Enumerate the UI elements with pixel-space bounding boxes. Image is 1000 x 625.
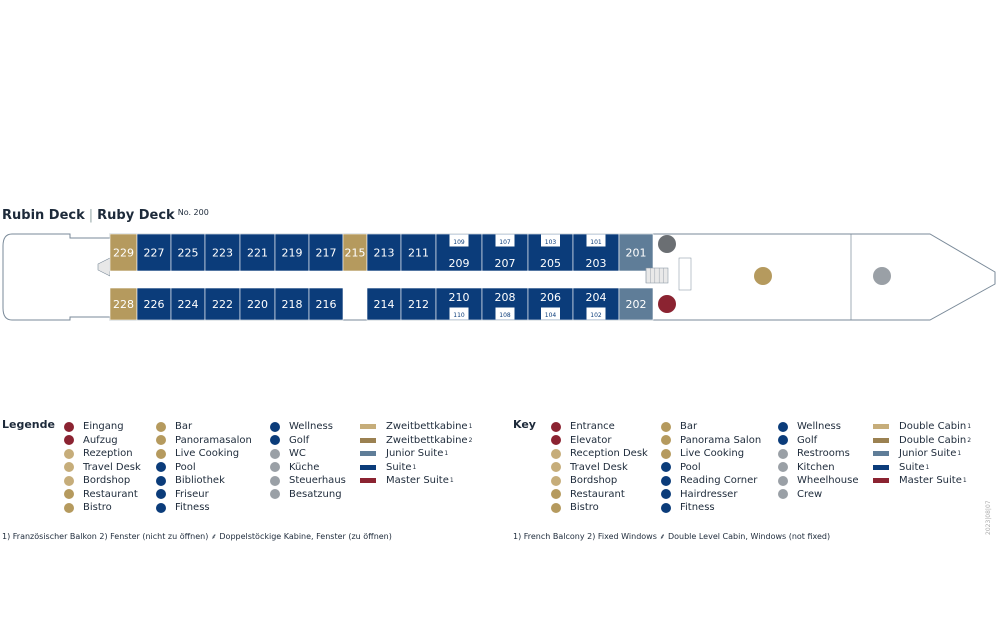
- upper-cabin-label-103: 103: [544, 239, 557, 246]
- cabin-label-203: 203: [585, 257, 607, 270]
- legend-en-cabin-label: Suite: [899, 461, 925, 473]
- legend-de-facility-item: [270, 474, 346, 488]
- legend-en-facility-item: [661, 447, 761, 461]
- legend-en-cabin-footnote-mark: 1: [925, 463, 930, 471]
- legend-en-cabin-item: [873, 420, 971, 434]
- legend-en-cabin-label: Double Cabin: [899, 434, 967, 446]
- legend-de-facility-icon: [156, 422, 166, 432]
- legend-de-facility-icon: [156, 435, 166, 445]
- legend-en-facility-label: Bordshop: [570, 475, 618, 487]
- legend-de-facility-label: Rezeption: [83, 448, 133, 460]
- legend-en-facility-icon: [551, 462, 561, 472]
- legend-de-cabins: [360, 420, 472, 488]
- legend-en-cabin-swatch: [873, 478, 889, 483]
- legend-en-facility-item: [661, 461, 761, 475]
- legend-en-cabin-item: [873, 474, 971, 488]
- legend-de-facility-item: [64, 461, 141, 475]
- legend-en-cabin-footnote-mark: 1: [967, 423, 972, 431]
- legend-de-facility-label: Steuerhaus: [289, 475, 346, 487]
- footnotes-en: 1) French Balcony 2) Fixed Windows ⸙ Double Level Cabin, Windows (not fixed): [513, 532, 831, 541]
- legend-de-facility-item: [156, 474, 252, 488]
- legend-en-cabin-label: Double Cabin: [899, 421, 967, 433]
- legend-de-cabin-label: Suite: [386, 461, 412, 473]
- legend-en-cabin-item: [873, 434, 971, 448]
- footnotes-de: 1) Französischer Balkon 2) Fenster (nicht zu öffnen) ⸙ Doppelstöckige Kabine, Fenster (zu öffnen): [2, 532, 392, 541]
- legend-de-facility-label: Friseur: [175, 488, 209, 500]
- legend-en-facility-icon: [551, 422, 561, 432]
- legend-en-facility-icon: [661, 422, 671, 432]
- upper-cabin-label-107: 107: [499, 239, 511, 246]
- legend-de-facility-label: Aufzug: [83, 434, 118, 446]
- legend-de-facility-label: Restaurant: [83, 488, 138, 500]
- cabin-label-204: 204: [585, 291, 607, 304]
- legend-de-facility-label: Fitness: [175, 502, 210, 514]
- legend-en-facility-label: Elevator: [570, 434, 612, 446]
- staircase: [646, 268, 668, 283]
- legend-de-cabin-item: [360, 420, 472, 434]
- legend-en-facility-item: [661, 434, 761, 448]
- cabin-label-213: 213: [373, 246, 395, 260]
- legend-en-facility-icon: [778, 489, 788, 499]
- legend-de-facility-icon: [270, 422, 280, 432]
- legend-de-facility-label: Bistro: [83, 502, 112, 514]
- cabin-label-229: 229: [113, 246, 134, 260]
- legend-en-facility-label: Reading Corner: [680, 475, 758, 487]
- legend-de-cabin-swatch: [360, 465, 376, 470]
- cabin-label-214: 214: [373, 298, 395, 311]
- cabin-label-212: 212: [408, 298, 429, 311]
- legend-en-facility-label: Restaurant: [570, 488, 625, 500]
- corridor: [110, 271, 653, 288]
- cabin-label-216: 216: [315, 298, 337, 311]
- legend-de-facility-icon: [64, 449, 74, 459]
- legend-de-facility-label: Küche: [289, 461, 320, 473]
- legend-en-facility-label: Hairdresser: [680, 488, 738, 500]
- legend-de-facility-item: [270, 420, 346, 434]
- legend-de-facility-label: Travel Desk: [83, 461, 141, 473]
- deck-plan: [0, 228, 1000, 328]
- legend-en-facility-label: Crew: [797, 488, 823, 500]
- legend-en-facility-icon: [778, 435, 788, 445]
- cabin-label-217: 217: [315, 246, 337, 260]
- cabin-label-210: 210: [448, 291, 470, 304]
- legend-heading-en: Key: [513, 418, 536, 431]
- legend-de-facility-label: Panoramasalon: [175, 434, 252, 446]
- upper-cabin-label-104: 104: [544, 312, 557, 319]
- cabin-label-227: 227: [143, 246, 165, 260]
- legend-de-cabin-footnote-mark: 2: [468, 436, 473, 444]
- legend-de-facility-label: Golf: [289, 434, 310, 446]
- cabin-label-206: 206: [540, 291, 561, 304]
- legend-en-facility-icon: [778, 462, 788, 472]
- legend-en-cabins: [873, 420, 971, 488]
- cabin-label-225: 225: [177, 246, 199, 260]
- legend-de-facility-item: [156, 420, 252, 434]
- legend-en-cabin-label: Junior Suite: [899, 448, 957, 460]
- legend-en-cabin-swatch: [873, 451, 889, 456]
- legend-en-cabin-label: Master Suite: [899, 475, 962, 487]
- cabin-label-202: 202: [625, 298, 647, 311]
- elevator-icon: [658, 295, 676, 313]
- cabin-label-220: 220: [247, 298, 268, 311]
- side-stairs: [679, 258, 691, 290]
- upper-cabin-label-102: 102: [590, 312, 602, 319]
- cabin-label-218: 218: [281, 298, 303, 311]
- legend-de-facility-label: Wellness: [289, 421, 333, 433]
- legend-en-facility-item: [551, 488, 648, 502]
- legend-en-facility-item: [551, 461, 648, 475]
- restroom-icon: [658, 235, 676, 253]
- legend-en-facility-label: Live Cooking: [680, 448, 745, 460]
- legend-de-facility-icon: [64, 476, 74, 486]
- deck-number: No. 200: [177, 208, 209, 217]
- legend-de-cabin-item: [360, 461, 472, 475]
- legend-en-facility-label: Wheelhouse: [797, 475, 859, 487]
- legend-en-facilities-2: [661, 420, 761, 515]
- legend-en-facility-label: Golf: [797, 434, 818, 446]
- legend-en-facility-icon: [661, 462, 671, 472]
- legend-en-cabin-item: [873, 447, 971, 461]
- legend-en-facility-label: Restrooms: [797, 448, 850, 460]
- legend-de-facility-icon: [156, 462, 166, 472]
- legend-en-facility-item: [778, 420, 858, 434]
- cabin-label-224: 224: [177, 298, 199, 311]
- legend-en-facility-item: [551, 474, 648, 488]
- legend-de-cabin-swatch: [360, 478, 376, 483]
- cabin-label-228: 228: [113, 298, 134, 311]
- legend-en-facility-icon: [661, 435, 671, 445]
- legend-de-cabin-item: [360, 447, 472, 461]
- legend-en-cabin-swatch: [873, 424, 889, 429]
- cabin-label-226: 226: [143, 298, 165, 311]
- legend-en-facility-icon: [778, 476, 788, 486]
- legend-en-cabin-footnote-mark: 1: [962, 477, 967, 485]
- legend-en-facility-label: Pool: [680, 461, 701, 473]
- cabin-label-209: 209: [448, 257, 470, 270]
- legend-en-cabin-footnote-mark: 1: [957, 450, 962, 458]
- legend-en-facility-icon: [551, 435, 561, 445]
- legend-en-facility-item: [778, 461, 858, 475]
- legend-de-facility-icon: [156, 449, 166, 459]
- legend-en-facility-icon: [778, 449, 788, 459]
- legend-de-cabin-label: Junior Suite: [386, 448, 444, 460]
- legend-en-facility-item: [661, 420, 761, 434]
- legend-de-facility-icon: [270, 449, 280, 459]
- legend-en-facility-label: Wellness: [797, 421, 841, 433]
- legend-de-facility-icon: [156, 489, 166, 499]
- legend-de-facility-icon: [64, 422, 74, 432]
- legend-en-facility-item: [551, 420, 648, 434]
- cabin-label-201: 201: [625, 246, 647, 260]
- legend-en-facility-icon: [661, 476, 671, 486]
- legend-de-facility-item: [270, 488, 346, 502]
- legend-de-cabin-swatch: [360, 451, 376, 456]
- legend-en-cabin-footnote-mark: 2: [967, 436, 972, 444]
- deck-name-de: Rubin Deck: [2, 208, 85, 223]
- legend-de-facility-label: Pool: [175, 461, 196, 473]
- legend-de-cabin-swatch: [360, 438, 376, 443]
- legend-de-facility-icon: [270, 435, 280, 445]
- legend-de-facility-item: [64, 447, 141, 461]
- restaurant-icon: [754, 267, 772, 285]
- legend-en-facility-item: [551, 434, 648, 448]
- legend-en-facility-icon: [661, 449, 671, 459]
- legend-de-facility-item: [64, 420, 141, 434]
- legend-de-facility-item: [156, 434, 252, 448]
- legend-en-facility-label: Entrance: [570, 421, 615, 433]
- legend-de-facility-item: [64, 474, 141, 488]
- cabin-label-223: 223: [212, 246, 233, 260]
- cabin-label-205: 205: [540, 257, 561, 270]
- cabin-label-207: 207: [494, 257, 516, 270]
- print-date: 2023|08|07: [985, 500, 992, 535]
- legend-de-facility-item: [156, 488, 252, 502]
- legend-de-facility-item: [64, 488, 141, 502]
- deck-name-en: Ruby Deck: [97, 208, 175, 223]
- legend-de-facility-label: Eingang: [83, 421, 124, 433]
- cabin-label-219: 219: [281, 246, 303, 260]
- legend-de-facility-icon: [64, 462, 74, 472]
- legend-de-facility-label: Besatzung: [289, 488, 342, 500]
- legend-de-cabin-label: Master Suite: [386, 475, 449, 487]
- legend-de-facility-icon: [64, 489, 74, 499]
- legend-en-facility-icon: [778, 422, 788, 432]
- wheelhouse-icon: [873, 267, 891, 285]
- legend-de-cabin-footnote-mark: 1: [449, 477, 454, 485]
- legend-en-facility-label: Fitness: [680, 502, 715, 514]
- legend-de-cabin-footnote-mark: 1: [444, 450, 449, 458]
- legend-de-facility-item: [156, 461, 252, 475]
- legend-en-facility-item: [551, 501, 648, 515]
- legend-en-facility-icon: [551, 503, 561, 513]
- legend-en-facility-icon: [551, 489, 561, 499]
- legend-en-facility-icon: [551, 449, 561, 459]
- legend-de-facility-icon: [270, 476, 280, 486]
- legend-de-cabin-footnote-mark: 1: [468, 423, 473, 431]
- legend-de-cabin-item: [360, 434, 472, 448]
- legend-de-facility-label: Live Cooking: [175, 448, 240, 460]
- deck-title-separator: |: [88, 208, 94, 223]
- legend-en-facility-label: Bistro: [570, 502, 599, 514]
- legend-en-facility-icon: [661, 503, 671, 513]
- legend-de-facility-item: [64, 501, 141, 515]
- legend-de-cabin-item: [360, 474, 472, 488]
- legend-de-cabin-label: Zweitbettkabine: [386, 421, 468, 433]
- legend-en-facility-label: Travel Desk: [570, 461, 628, 473]
- legend-de-facility-icon: [64, 503, 74, 513]
- legend-de-facility-label: Bar: [175, 421, 193, 433]
- legend-de-facilities-3: [270, 420, 346, 501]
- legend-de-facility-item: [270, 447, 346, 461]
- legend-de-facility-item: [270, 434, 346, 448]
- legend-de-facility-icon: [156, 503, 166, 513]
- legend-en-facility-label: Reception Desk: [570, 448, 648, 460]
- legend-en-facility-item: [661, 474, 761, 488]
- legend-en-cabin-swatch: [873, 438, 889, 443]
- cabin-label-215: 215: [344, 246, 366, 260]
- legend-de-facility-icon: [64, 435, 74, 445]
- legend-de-facility-label: Bibliothek: [175, 475, 225, 487]
- legend-en-facility-label: Panorama Salon: [680, 434, 762, 446]
- legend-de-facilities-1: [64, 420, 141, 515]
- cabin-label-222: 222: [212, 298, 233, 311]
- upper-cabin-label-110: 110: [453, 312, 465, 319]
- legend-de-cabin-swatch: [360, 424, 376, 429]
- legend-de-facility-label: WC: [289, 448, 306, 460]
- legend-en-facility-item: [551, 447, 648, 461]
- legend-en-facility-item: [661, 501, 761, 515]
- legend-en-cabin-swatch: [873, 465, 889, 470]
- legend-de-facility-item: [270, 461, 346, 475]
- cabin-label-211: 211: [408, 246, 429, 260]
- legend-heading-de: Legende: [2, 418, 55, 431]
- legend-de-facility-icon: [156, 476, 166, 486]
- upper-cabin-label-101: 101: [590, 239, 602, 246]
- legend-en-facility-item: [661, 488, 761, 502]
- deck-title: [2, 208, 209, 223]
- legend-en-facility-item: [778, 447, 858, 461]
- legend-de-facility-item: [64, 434, 141, 448]
- legend-de-facility-icon: [270, 462, 280, 472]
- legend-en-facility-icon: [551, 476, 561, 486]
- legend-en-facility-label: Kitchen: [797, 461, 835, 473]
- legend-de-cabin-footnote-mark: 1: [412, 463, 417, 471]
- legend-en-facility-item: [778, 434, 858, 448]
- legend-de-cabin-label: Zweitbettkabine: [386, 434, 468, 446]
- legend-en-facility-item: [778, 474, 858, 488]
- cabin-label-208: 208: [494, 291, 516, 304]
- upper-cabin-label-108: 108: [499, 312, 511, 319]
- legend-de-facility-item: [156, 447, 252, 461]
- legend-en-facilities-1: [551, 420, 648, 515]
- legend-en-facilities-3: [778, 420, 858, 501]
- legend-en-cabin-item: [873, 461, 971, 475]
- legend-de-facilities-2: [156, 420, 252, 515]
- upper-cabin-label-109: 109: [453, 239, 465, 246]
- legend-de-facility-icon: [270, 489, 280, 499]
- legend-en-facility-item: [778, 488, 858, 502]
- legend-de-facility-item: [156, 501, 252, 515]
- cabin-label-221: 221: [247, 246, 268, 260]
- legend-en-facility-icon: [661, 489, 671, 499]
- legend-en-facility-label: Bar: [680, 421, 698, 433]
- legend-de-facility-label: Bordshop: [83, 475, 131, 487]
